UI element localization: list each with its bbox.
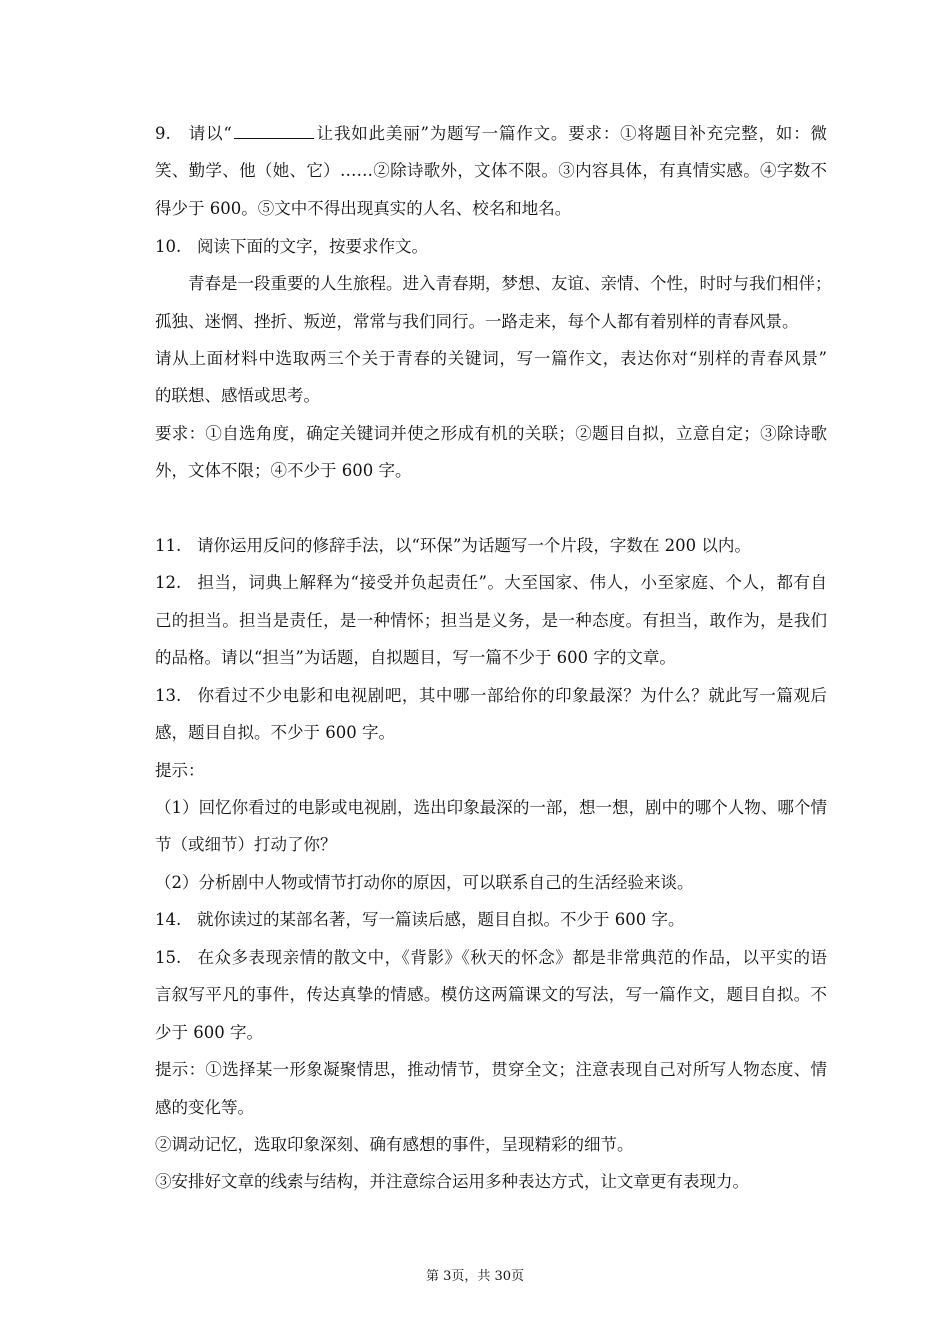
q9-number: 9. (155, 124, 171, 143)
q13-line-2: 感，题目自拟。不少于 600 字。 (155, 723, 395, 742)
q12-number: 12. (155, 573, 182, 592)
q15-line-1: 15. 在众多表现亲情的散文中，《背影》《秋天的怀念》都是非常典范的作品，以平实的语 (155, 948, 827, 967)
q13-hint-2: （2）分析剧中人物或情节打动你的原因，可以联系自己的生活经验来谈。 (155, 873, 694, 892)
q9-line-2: 笑、勤学、他（她、它）……②除诗歌外，文体不限。③内容具体，有真情实感。④字数不 (155, 161, 827, 180)
q12-line-3: 的品格。请以“担当”为话题，自拟题目，写一篇不少于 600 字的文章。 (155, 648, 676, 667)
q10-material-line-2: 孤独、迷惘、挫折、叛逆，常常与我们同行。一路走来，每个人都有着别样的青春风景。 (155, 312, 799, 331)
q13-line-1: 13. 你看过不少电影和电视剧吧，其中哪一部给你的印象最深？为什么？就此写一篇观后 (155, 686, 827, 705)
q10-material-line-1: 青春是一段重要的人生旅程。进入青春期，梦想、友谊、亲情、个性，时时与我们相伴； (188, 274, 832, 293)
q10-task-line-1: 请从上面材料中选取两三个关于青春的关键词，写一篇作文，表达你对“别样的青春风景” (155, 349, 827, 368)
q15-line-3: 少于 600 字。 (155, 1023, 263, 1042)
q14-number: 14. (155, 910, 182, 929)
q13-number: 13. (155, 686, 182, 705)
q12-line-2: 己的担当。担当是责任，是一种情怀；担当是义务，是一种态度。有担当，敢作为，是我们 (155, 611, 827, 630)
q11-number: 11. (155, 536, 182, 555)
q15-tip-2: ②调动记忆，选取印象深刻、确有感想的事件，呈现精彩的细节。 (155, 1135, 634, 1154)
q10-line-1: 10. 阅读下面的文字，按要求作文。 (155, 237, 428, 256)
q15-tip-1-line-2: 感的变化等。 (155, 1098, 254, 1117)
q10-task-line-2: 的联想、感悟或思考。 (155, 386, 320, 405)
q11-line-1: 11. 请你运用反问的修辞手法，以“环保”为话题写一个片段，字数在 200 以内。 (155, 536, 751, 555)
q12-line-1: 12. 担当，词典上解释为“接受并负起责任”。大至国家、伟人，小至家庭、个人，都有自 (155, 573, 827, 592)
q10-number: 10. (155, 237, 182, 256)
fill-in-blank (234, 124, 314, 139)
q13-hint-1-line-2: 节（或细节）打动了你？ (155, 835, 337, 854)
q15-number: 15. (155, 948, 182, 967)
q15-tip-1-line-1: 提示：①选择某一形象凝聚情思，推动情节，贯穿全文；注意表现自己对所写人物态度、情 (155, 1060, 827, 1079)
q10-requirement-line-2: 外，文体不限；④不少于 600 字。 (155, 461, 412, 480)
q9-line-1: 9. 请以“ 让我如此美丽”为题写一篇作文。要求：①将题目补充完整，如：微 (155, 124, 827, 143)
q15-line-2: 言叙写平凡的事件，传达真挚的情感。模仿这两篇课文的写法，写一篇作文，题目自拟。不 (155, 985, 827, 1004)
page-footer: 第 3页，共 30页 (425, 1269, 525, 1284)
q10-requirement-line-1: 要求：①自选角度，确定关键词并使之形成有机的关联；②题目自拟，立意自定；③除诗歌 (155, 424, 827, 443)
q14-line-1: 14. 就你读过的某部名著，写一篇读后感，题目自拟。不少于 600 字。 (155, 910, 685, 929)
q13-hint-1-line-1: （1）回忆你看过的电影或电视剧，选出印象最深的一部，想一想，剧中的哪个人物、哪个情 (155, 798, 827, 817)
q13-hint-label: 提示： (155, 761, 205, 780)
q9-line-3: 得少于 600。⑤文中不得出现真实的人名、校名和地名。 (155, 199, 572, 218)
q15-tip-3: ③安排好文章的线索与结构，并注意综合运用多种表达方式，让文章更有表现力。 (155, 1172, 749, 1191)
